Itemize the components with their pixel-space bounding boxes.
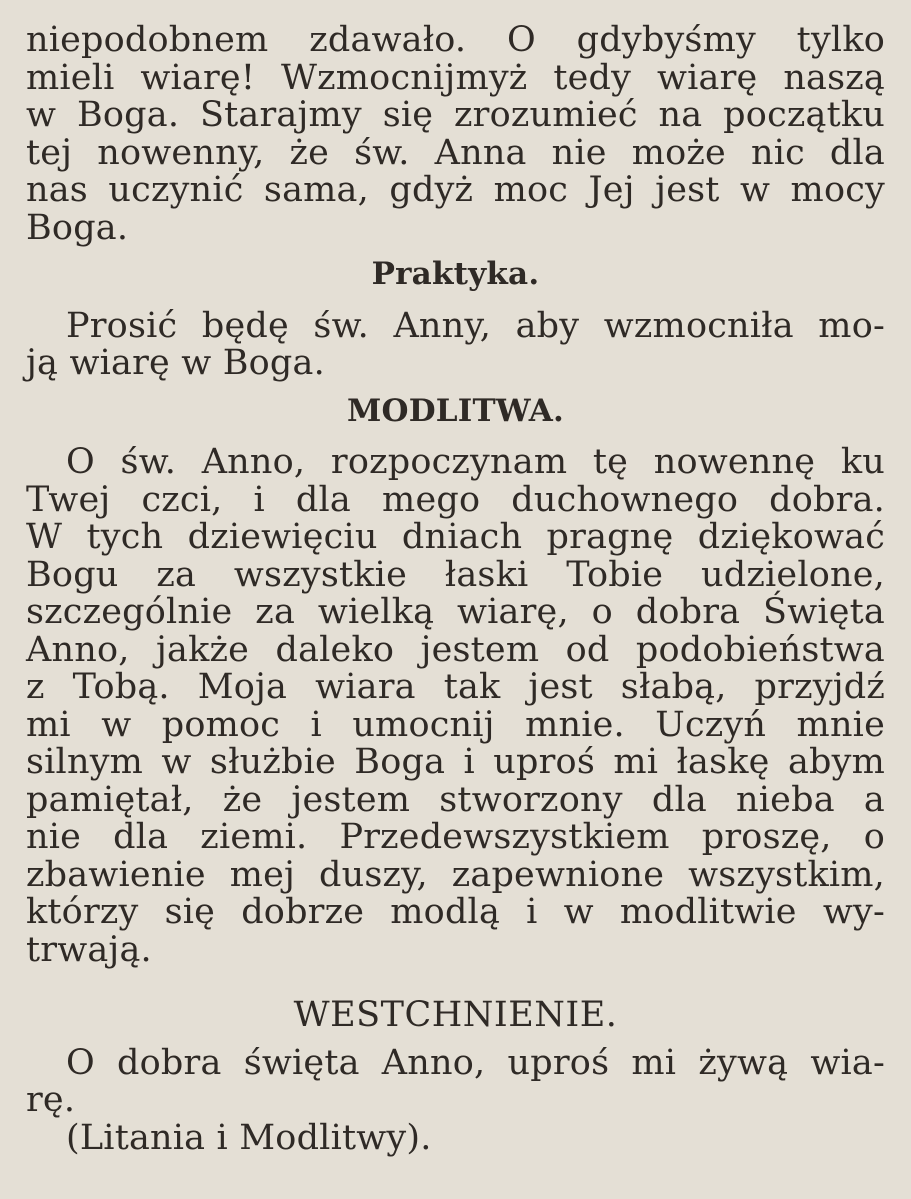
- westchnienie-paragraph: [26, 1042, 885, 1158]
- text-line: ją wiarę w Boga.: [26, 343, 325, 383]
- text-line: silnym w służbie Boga i uproś mi łaskę abym: [26, 742, 885, 782]
- text-line: niepodobnem zdawało. O gdybyśmy tylko: [26, 20, 885, 60]
- westchnienie-heading: WESTCHNIENIE.: [293, 995, 618, 1035]
- text-line: szczególnie za wielką wiarę, o dobra Święta: [26, 592, 885, 632]
- text-line: trwają.: [26, 929, 152, 970]
- text-line: zbawienie mej duszy, zapewnione wszystkim,: [26, 854, 885, 895]
- text-line: O dobra święta Anno, uproś mi żywą wia-: [66, 1042, 885, 1083]
- text-line: rę.: [26, 1080, 76, 1120]
- text-line: mi w pomoc i umocnij mnie. Uczyń mnie: [26, 704, 885, 745]
- footer-reference: (Litania i Modlitwy).: [66, 1117, 432, 1158]
- text-line: nas uczynić sama, gdyż moc Jej jest w mocy: [26, 170, 885, 210]
- text-line: Boga.: [26, 207, 129, 248]
- text-line: z Tobą. Moja wiara tak jest słabą, przyjdź: [26, 667, 885, 707]
- text-line: Prosić będę św. Anny, aby wzmocniła mo-: [66, 305, 885, 346]
- text-line: Anno, jakże daleko jestem od podobieństwa: [26, 629, 885, 670]
- text-line: Bogu za wszystkie łaski Tobie udzielone,: [26, 554, 885, 595]
- text-line: w Boga. Starajmy się zrozumieć na początku: [26, 95, 885, 135]
- text-line: tej nowenny, że św. Anna nie może nic dla: [26, 132, 885, 173]
- praktyka-heading: Praktyka.: [371, 256, 540, 292]
- intro-paragraph: [26, 22, 885, 247]
- text-line: pamiętał, że jestem stworzony dla nieba a: [26, 779, 885, 820]
- praktyka-paragraph: [26, 305, 885, 383]
- modlitwa-heading: MODLITWA.: [346, 392, 565, 429]
- text-line: O św. Anno, rozpoczynam tę nowennę ku: [66, 442, 885, 482]
- text-line: W tych dziewięciu dniach pragnę dziękować: [26, 517, 885, 557]
- modlitwa-paragraph: [26, 444, 885, 969]
- text-line: mieli wiarę! Wzmocnijmyż tedy wiarę naszą: [26, 57, 885, 98]
- text-line: którzy się dobrze modlą i w modlitwie wy-: [26, 892, 885, 932]
- text-line: nie dla ziemi. Przedewszystkiem proszę, o: [26, 817, 885, 857]
- text-line: Twej czci, i dla mego duchownego dobra.: [26, 479, 885, 520]
